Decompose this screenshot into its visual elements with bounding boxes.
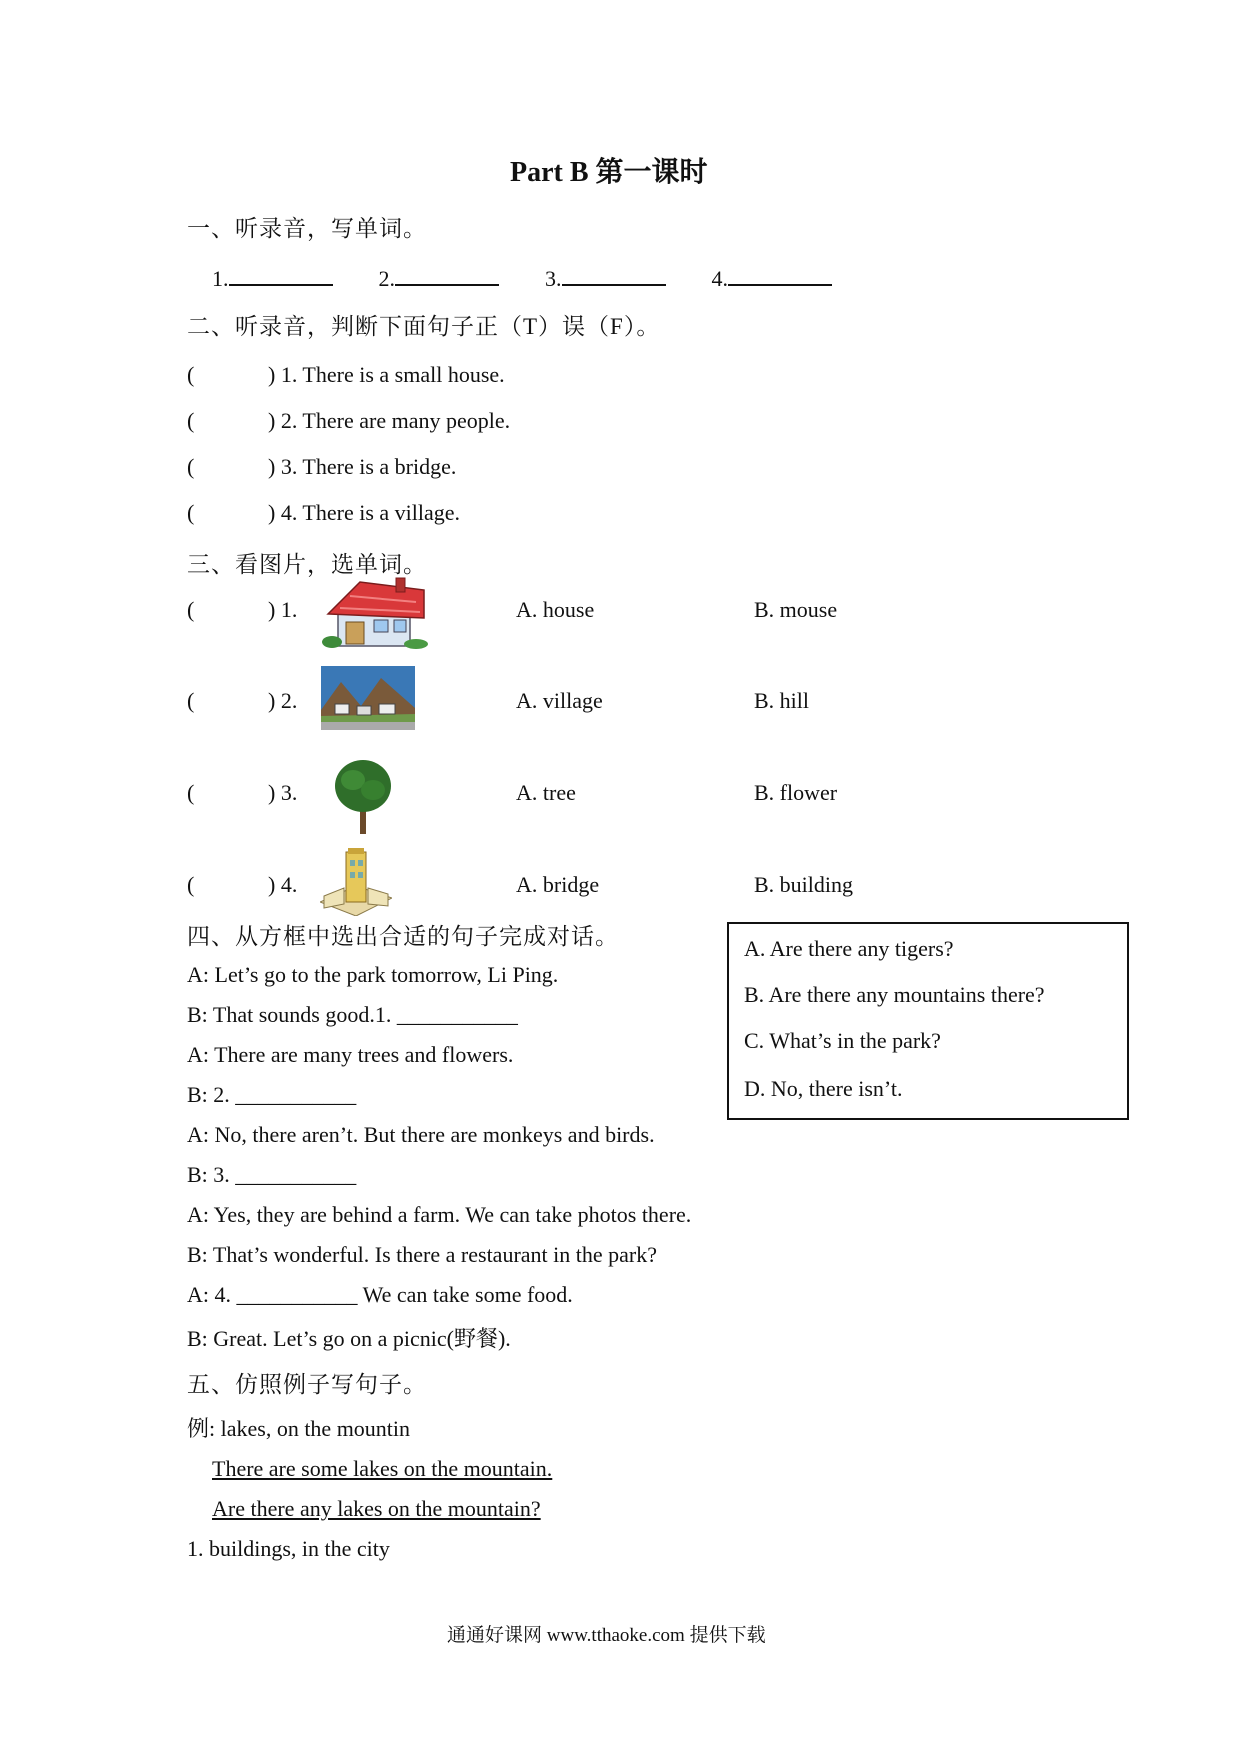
box-option: A. Are there any tigers? — [744, 936, 954, 961]
dialogue-line[interactable]: B: That sounds good.1. ___________ — [187, 1002, 518, 1027]
dialogue-line[interactable]: B: 3. ___________ — [187, 1162, 357, 1187]
blank-label-4: 4. — [711, 266, 728, 291]
blank-line[interactable] — [562, 264, 666, 286]
example-answer: Are there any lakes on the mountain? — [212, 1496, 541, 1521]
question-number: ) 4. — [268, 872, 298, 897]
dialogue-line: A: No, there aren’t. But there are monkeys and birds. — [187, 1122, 655, 1147]
page-title: Part B 第一课时 — [510, 157, 708, 188]
question-number: ) 2. — [268, 688, 298, 713]
example-answer: There are some lakes on the mountain. — [212, 1456, 553, 1481]
dialogue-line: B: That’s wonderful. Is there a restaurant in the park? — [187, 1242, 657, 1267]
footer-text: 通通好课网 www.tthaoke.com 提供下载 — [447, 1625, 766, 1646]
blank-label-1: 1. — [212, 266, 229, 291]
section5-heading: 五、仿照例子写句子。 — [187, 1372, 427, 1397]
blank-line[interactable] — [728, 264, 832, 286]
section1-heading: 一、听录音，写单词。 — [187, 216, 427, 241]
building-icon — [320, 846, 392, 916]
box-option: C. What’s in the park? — [744, 1028, 941, 1053]
village-icon — [321, 666, 415, 730]
answer-paren-open[interactable]: ( — [187, 597, 195, 622]
blank-label-2: 2. — [378, 266, 395, 291]
exercise-item: 1. buildings, in the city — [187, 1536, 390, 1561]
box-option: B. Are there any mountains there? — [744, 982, 1045, 1007]
example-prompt: 例: lakes, on the mountin — [187, 1416, 411, 1441]
option-a[interactable]: A. village — [516, 688, 603, 713]
answer-paren-open[interactable]: ( — [187, 688, 195, 713]
option-a[interactable]: A. tree — [516, 780, 576, 805]
statement-text: ) 2. There are many people. — [268, 408, 511, 433]
box-option: D. No, there isn’t. — [744, 1076, 903, 1101]
blank-line[interactable] — [229, 264, 333, 286]
option-a[interactable]: A. house — [516, 597, 595, 622]
question-number: ) 3. — [268, 780, 298, 805]
option-b[interactable]: B. building — [754, 872, 854, 897]
answer-paren-open[interactable]: ( — [187, 500, 195, 525]
section4-heading: 四、从方框中选出合适的句子完成对话。 — [187, 924, 619, 949]
answer-paren-open[interactable]: ( — [187, 872, 195, 897]
dialogue-line: B: Great. Let’s go on a picnic(野餐). — [187, 1326, 511, 1351]
answer-paren-open[interactable]: ( — [187, 362, 195, 387]
dialogue-line: A: Let’s go to the park tomorrow, Li Ping. — [187, 962, 559, 987]
answer-paren-open[interactable]: ( — [187, 408, 195, 433]
dialogue-line[interactable]: A: 4. ___________ We can take some food. — [187, 1282, 573, 1307]
blank-label-3: 3. — [545, 266, 562, 291]
section1-blank-row — [212, 264, 832, 292]
section2-heading: 二、听录音，判断下面句子正（T）误（F）。 — [187, 314, 661, 339]
house-icon — [320, 576, 432, 650]
statement-text: ) 3. There is a bridge. — [268, 454, 457, 479]
statement-text: ) 4. There is a village. — [268, 500, 461, 525]
section3-heading: 三、看图片，选单词。 — [187, 552, 427, 577]
answer-paren-open[interactable]: ( — [187, 454, 195, 479]
option-b[interactable]: B. hill — [754, 688, 810, 713]
option-b[interactable]: B. mouse — [754, 597, 838, 622]
statement-text: ) 1. There is a small house. — [268, 362, 505, 387]
option-b[interactable]: B. flower — [754, 780, 838, 805]
answer-paren-open[interactable]: ( — [187, 780, 195, 805]
question-number: ) 1. — [268, 597, 298, 622]
blank-line[interactable] — [395, 264, 499, 286]
dialogue-line[interactable]: B: 2. ___________ — [187, 1082, 357, 1107]
dialogue-line: A: Yes, they are behind a farm. We can take photos there. — [187, 1202, 692, 1227]
tree-icon — [333, 758, 393, 836]
option-a[interactable]: A. bridge — [516, 872, 600, 897]
dialogue-line: A: There are many trees and flowers. — [187, 1042, 514, 1067]
